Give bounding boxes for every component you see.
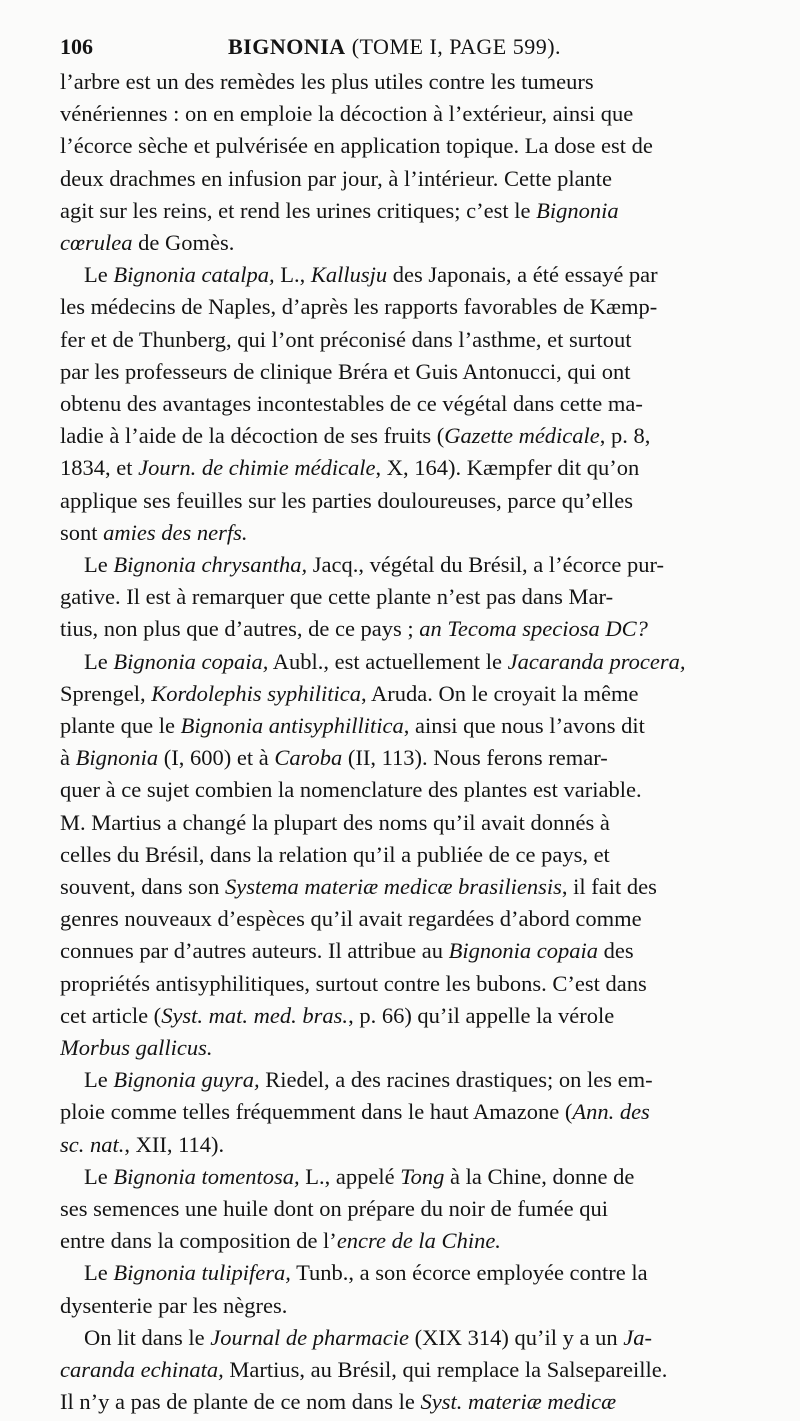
text-segment: l’arbre est un des remèdes les plus utiles contre les tumeurs bbox=[60, 69, 594, 94]
text-segment: Le bbox=[84, 649, 114, 674]
text-segment: les médecins de Naples, d’après les rapports favorables de Kæmp- bbox=[60, 294, 658, 319]
text-segment: Le bbox=[84, 1067, 114, 1092]
italic-text-segment: Morbus gallicus. bbox=[60, 1035, 213, 1060]
italic-text-segment: Kordolephis syphilitica bbox=[151, 681, 362, 706]
text-line bbox=[60, 1000, 788, 1032]
italic-text-segment: Jacaranda procera, bbox=[507, 649, 686, 674]
text-segment: des bbox=[597, 938, 634, 963]
text-segment: Martius, au Brésil, qui remplace la Salsepareille. bbox=[223, 1357, 668, 1382]
text-segment: Tunb., a son écorce employée contre la bbox=[290, 1260, 648, 1285]
text-line bbox=[60, 130, 788, 162]
text-segment: cet article ( bbox=[60, 1003, 162, 1028]
text-line bbox=[84, 1257, 788, 1289]
italic-text-segment: Journal de pharmacie bbox=[210, 1325, 409, 1350]
running-title-reference: (TOME I, PAGE 599). bbox=[351, 34, 562, 59]
text-line bbox=[60, 1290, 788, 1322]
italic-text-segment: Ja- bbox=[623, 1325, 653, 1350]
text-line bbox=[60, 227, 788, 259]
text-line bbox=[60, 581, 788, 613]
text-segment: plante que le bbox=[60, 713, 181, 738]
text-segment: celles du Brésil, dans la relation qu’il a publiée de ce pays, et bbox=[60, 842, 610, 867]
italic-text-segment: amies des nerfs. bbox=[103, 520, 248, 545]
italic-text-segment: Kallusju bbox=[310, 262, 388, 287]
italic-text-segment: Bignonia bbox=[536, 198, 619, 223]
running-title-headword: BIGNONIA bbox=[228, 34, 346, 59]
italic-text-segment: Gazette médicale bbox=[444, 423, 600, 448]
text-line bbox=[60, 613, 788, 645]
text-segment: fer et de Thunberg, qui l’ont préconisé dans l’asthme, et surtout bbox=[60, 327, 632, 352]
text-segment: de Gomès. bbox=[132, 230, 235, 255]
text-line bbox=[84, 1322, 788, 1354]
text-segment: Aubl., est actuellement le bbox=[268, 649, 508, 674]
text-line bbox=[60, 807, 788, 839]
italic-text-segment: caranda echinata, bbox=[60, 1357, 224, 1382]
italic-text-segment: Bignonia tulipifera, bbox=[113, 1260, 291, 1285]
text-line bbox=[60, 98, 788, 130]
text-line bbox=[60, 485, 788, 517]
text-segment: des Japonais, a été essayé par bbox=[387, 262, 658, 287]
text-line bbox=[60, 1386, 788, 1418]
text-segment: à bbox=[60, 745, 76, 770]
italic-text-segment: Caroba bbox=[274, 745, 343, 770]
text-segment: Jacq., végétal du Brésil, a l’écorce pur- bbox=[307, 552, 664, 577]
italic-text-segment: encre de la Chine. bbox=[336, 1228, 501, 1253]
text-line bbox=[60, 66, 788, 98]
text-line bbox=[60, 871, 788, 903]
text-line bbox=[60, 517, 788, 549]
text-segment: 1834, et bbox=[60, 455, 139, 480]
text-line bbox=[60, 968, 788, 1000]
text-line bbox=[60, 1354, 788, 1386]
running-head bbox=[60, 32, 800, 62]
text-line bbox=[60, 291, 788, 323]
text-line bbox=[60, 356, 788, 388]
text-segment: propriétés antisyphilitiques, surtout contre les bubons. C’est dans bbox=[60, 971, 647, 996]
text-line bbox=[60, 1129, 788, 1161]
text-segment: L., appelé bbox=[299, 1164, 401, 1189]
text-line bbox=[60, 452, 788, 484]
text-line bbox=[60, 1225, 788, 1257]
running-title bbox=[228, 32, 561, 62]
text-segment: tius, non plus que d’autres, de ce pays ; bbox=[60, 616, 420, 641]
text-segment: Sprengel, bbox=[60, 681, 152, 706]
page-number: 106 bbox=[60, 34, 93, 59]
italic-text-segment: Syst. mat. med. bras. bbox=[161, 1003, 349, 1028]
text-segment: souvent, dans son bbox=[60, 874, 225, 899]
text-segment: M. Martius a changé la plupart des noms qu’il avait donnés à bbox=[60, 810, 610, 835]
text-segment: Le bbox=[84, 1164, 114, 1189]
italic-text-segment: cœrulea bbox=[60, 230, 133, 255]
text-segment: genres nouveaux d’espèces qu’il avait regardées d’abord comme bbox=[60, 906, 642, 931]
text-line bbox=[60, 742, 788, 774]
italic-text-segment: an Tecoma speciosa DC? bbox=[419, 616, 648, 641]
text-segment: sont bbox=[60, 520, 104, 545]
text-segment: Le bbox=[84, 262, 114, 287]
text-line bbox=[60, 935, 788, 967]
text-segment: l’écorce sèche et pulvérisée en application topique. La dose est de bbox=[60, 133, 653, 158]
text-segment: (I, 600) et à bbox=[158, 745, 275, 770]
text-segment: ses semences une huile dont on prépare du noir de fumée qui bbox=[60, 1196, 608, 1221]
italic-text-segment: Tong bbox=[400, 1164, 445, 1189]
text-segment: ploie comme telles fréquemment dans le haut Amazone ( bbox=[60, 1099, 573, 1124]
italic-text-segment: Bignonia catalpa, bbox=[113, 262, 275, 287]
text-line bbox=[84, 1161, 788, 1193]
text-segment: applique ses feuilles sur les parties douloureuses, parce qu’elles bbox=[60, 488, 633, 513]
italic-text-segment: sc. nat. bbox=[60, 1132, 125, 1157]
text-line bbox=[60, 839, 788, 871]
text-line bbox=[60, 388, 788, 420]
italic-text-segment: Bignonia chrysantha, bbox=[113, 552, 308, 577]
italic-text-segment: Systema materiæ medicæ brasiliensis bbox=[225, 874, 562, 899]
text-line bbox=[60, 903, 788, 935]
text-segment: (II, 113). Nous ferons remar- bbox=[342, 745, 608, 770]
text-line bbox=[60, 1096, 788, 1128]
text-line bbox=[84, 646, 788, 678]
text-segment: , Aruda. On le croyait la même bbox=[361, 681, 639, 706]
text-segment: Le bbox=[84, 552, 114, 577]
text-line bbox=[60, 710, 788, 742]
text-segment: agit sur les reins, et rend les urines critiques; c’est le bbox=[60, 198, 537, 223]
text-segment: Le bbox=[84, 1260, 114, 1285]
text-segment: obtenu des avantages incontestables de ce végétal dans cette ma- bbox=[60, 391, 643, 416]
text-line bbox=[84, 549, 788, 581]
text-segment: deux drachmes en infusion par jour, à l’intérieur. Cette plante bbox=[60, 166, 613, 191]
text-line bbox=[60, 1032, 788, 1064]
italic-text-segment: Syst. materiæ medicæ bbox=[420, 1389, 617, 1414]
text-segment: , p. 66) qu’il appelle la vérole bbox=[348, 1003, 615, 1028]
text-segment: par les professeurs de clinique Bréra et Guis Antonucci, qui ont bbox=[60, 359, 631, 384]
text-segment: (XIX 314) qu’il y a un bbox=[408, 1325, 624, 1350]
text-segment: , il fait des bbox=[561, 874, 657, 899]
text-segment: vénériennes : on en emploie la décoction à l’extérieur, ainsi que bbox=[60, 101, 634, 126]
text-line bbox=[60, 324, 788, 356]
text-segment: gative. Il est à remarquer que cette plante n’est pas dans Mar- bbox=[60, 584, 614, 609]
text-segment: , ainsi que nous l’avons dit bbox=[403, 713, 645, 738]
italic-text-segment: Bignonia bbox=[75, 745, 159, 770]
text-line bbox=[84, 1064, 788, 1096]
text-segment: quer à ce sujet combien la nomenclature des plantes est variable. bbox=[60, 777, 642, 802]
text-segment: entre dans la composition de l’ bbox=[60, 1228, 337, 1253]
text-segment: à la Chine, donne de bbox=[444, 1164, 635, 1189]
italic-text-segment: Bignonia tomentosa, bbox=[113, 1164, 300, 1189]
italic-text-segment: Journ. de chimie médicale bbox=[138, 455, 376, 480]
text-segment: On lit dans le bbox=[84, 1325, 211, 1350]
italic-text-segment: Bignonia guyra, bbox=[113, 1067, 260, 1092]
italic-text-segment: Bignonia antisyphillitica bbox=[180, 713, 404, 738]
text-line bbox=[60, 195, 788, 227]
text-line bbox=[60, 1193, 788, 1225]
text-segment: Riedel, a des racines drastiques; on les em- bbox=[259, 1067, 653, 1092]
text-segment: Il n’y a pas de plante de ce nom dans le bbox=[60, 1389, 421, 1414]
text-line bbox=[84, 259, 788, 291]
text-segment: ladie à l’aide de la décoction de ses fruits ( bbox=[60, 423, 445, 448]
text-segment: , X, 164). Kæmpfer dit qu’on bbox=[375, 455, 640, 480]
text-line bbox=[60, 163, 788, 195]
text-line bbox=[60, 678, 788, 710]
text-line bbox=[60, 420, 788, 452]
italic-text-segment: Ann. des bbox=[572, 1099, 650, 1124]
text-segment: dysenterie par les nègres. bbox=[60, 1293, 288, 1318]
text-line bbox=[60, 774, 788, 806]
text-segment: , XII, 114). bbox=[124, 1132, 225, 1157]
text-segment: connues par d’autres auteurs. Il attribue au bbox=[60, 938, 449, 963]
text-segment: , p. 8, bbox=[599, 423, 651, 448]
text-segment: L., bbox=[274, 262, 311, 287]
italic-text-segment: Bignonia copaia bbox=[448, 938, 598, 963]
italic-text-segment: Bignonia copaia, bbox=[113, 649, 269, 674]
